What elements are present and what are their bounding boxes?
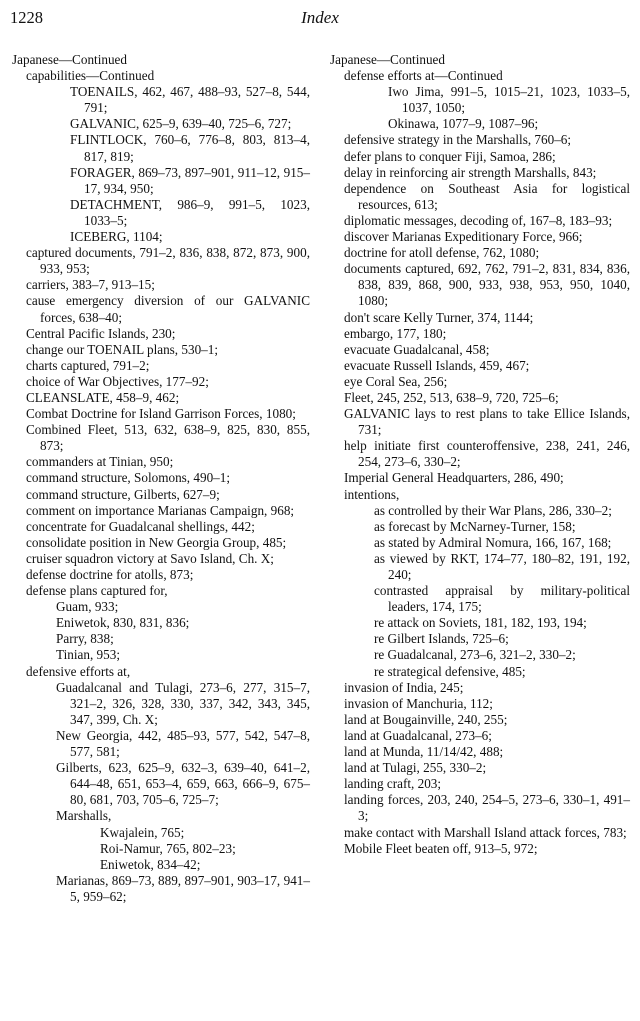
page-number: 1228	[10, 8, 43, 27]
index-entry: Parry, 838;	[56, 631, 114, 647]
index-entry: defer plans to conquer Fiji, Samoa, 286;	[344, 148, 556, 164]
index-entry: command structure, Gilberts, 627–9;	[26, 486, 220, 502]
index-column-right	[330, 52, 630, 857]
index-entry: TOENAILS, 462, 467, 488–93, 527–8, 544, 791;	[70, 84, 310, 116]
index-entry: Eniwetok, 830, 831, 836;	[56, 615, 190, 631]
index-entry: defense doctrine for atolls, 873;	[26, 567, 194, 582]
index-entry: re Guadalcanal, 273–6, 321–2, 330–2;	[374, 647, 576, 663]
index-entry: as controlled by their War Plans, 286, 330–2;	[374, 502, 612, 518]
index-entry: re Gilbert Islands, 725–6;	[374, 631, 509, 647]
index-entry: landing forces, 203, 240, 254–5, 273–6, 330–1, 491–3;	[344, 792, 630, 824]
index-entry: New Georgia, 442, 485–93, 577, 542, 547–8, 577, 581;	[56, 727, 310, 760]
index-entry: commanders at Tinian, 950;	[26, 454, 174, 470]
index-entry: GALVANIC lays to rest plans to take Ellice Islands, 731;	[344, 406, 630, 438]
index-entry: contrasted appraisal by military-political leaders, 174, 175;	[374, 583, 630, 615]
index-entry: diplomatic messages, decoding of, 167–8, 183–93;	[344, 212, 613, 228]
index-entry: change our TOENAIL plans, 530–1;	[26, 341, 219, 357]
index-entry: evacuate Russell Islands, 459, 467;	[344, 357, 530, 373]
index-entry: cruiser squadron victory at Savo Island, Ch. X;	[26, 550, 274, 566]
index-entry: re attack on Soviets, 181, 182, 193, 194;	[374, 615, 587, 631]
index-entry: Central Pacific Islands, 230;	[26, 325, 176, 341]
entry-list	[12, 68, 310, 905]
index-entry: captured documents, 791–2, 836, 838, 872, 873, 900, 933, 953;	[26, 245, 310, 277]
index-entry: Guadalcanal and Tulagi, 273–6, 277, 315–7, 321–2, 326, 328, 330, 337, 342, 343, 345, 347, 399, Ch. X;	[56, 679, 310, 727]
index-column-left	[12, 52, 310, 905]
index-entry: consolidate position in New Georgia Group, 485;	[26, 534, 287, 550]
index-entry: invasion of India, 245;	[344, 679, 464, 695]
index-entry: choice of War Objectives, 177–92;	[26, 373, 209, 389]
index-entry: Marianas, 869–73, 889, 897–901, 903–17, 941–5, 959–62;	[56, 872, 310, 904]
index-entry: Mobile Fleet beaten off, 913–5, 972;	[344, 840, 538, 856]
index-entry: land at Tulagi, 255, 330–2;	[344, 760, 487, 776]
index-entry: defensive strategy in the Marshalls, 760–6;	[344, 132, 572, 148]
index-entry: help initiate first counteroffensive, 238, 241, 246, 254, 273–6, 330–2;	[344, 438, 630, 470]
index-entry: GALVANIC, 625–9, 639–40, 725–6, 727;	[70, 116, 292, 132]
index-entry: cause emergency diversion of our GALVANIC forces, 638–40;	[26, 293, 310, 325]
index-entry: FORAGER, 869–73, 897–901, 911–12, 915–17, 934, 950;	[70, 164, 310, 196]
index-entry: Kwajalein, 765;	[100, 824, 185, 840]
index-entry: evacuate Guadalcanal, 458;	[344, 341, 490, 357]
running-title: Index	[301, 8, 339, 27]
index-entry: Eniwetok, 834–42;	[100, 856, 201, 872]
index-entry: FLINTLOCK, 760–6, 776–8, 803, 813–4, 817, 819;	[70, 132, 310, 164]
index-entry: intentions,	[344, 486, 400, 502]
page-header	[10, 8, 630, 32]
index-entry: Guam, 933;	[56, 599, 119, 615]
index-entry: doctrine for atoll defense, 762, 1080;	[344, 245, 540, 261]
index-entry: discover Marianas Expeditionary Force, 966;	[344, 229, 583, 245]
index-entry: charts captured, 791–2;	[26, 357, 150, 373]
index-entry: dependence on Southeast Asia for logistical resources, 613;	[344, 180, 630, 212]
index-entry: Fleet, 245, 252, 513, 638–9, 720, 725–6;	[344, 389, 559, 405]
index-entry: as forecast by McNarney-Turner, 158;	[374, 518, 576, 534]
index-entry: delay in reinforcing air strength Marshalls, 843;	[344, 164, 597, 180]
index-entry: Marshalls,	[56, 808, 112, 824]
index-entry: embargo, 177, 180;	[344, 325, 447, 341]
index-entry: Roi-Namur, 765, 802–23;	[100, 840, 236, 856]
index-entry: Iwo Jima, 991–5, 1015–21, 1023, 1033–5, 1037, 1050;	[388, 84, 630, 116]
index-entry: as stated by Admiral Nomura, 166, 167, 168;	[374, 534, 612, 550]
index-entry: capabilities—Continued	[26, 68, 155, 84]
index-entry: as viewed by RKT, 174–77, 180–82, 191, 192, 240;	[374, 550, 630, 582]
index-entry: Imperial General Headquarters, 286, 490;	[344, 470, 564, 486]
index-entry: land at Guadalcanal, 273–6;	[344, 727, 492, 743]
index-entry: landing craft, 203;	[344, 776, 442, 792]
index-entry: documents captured, 692, 762, 791–2, 831, 834, 836, 838, 839, 868, 900, 933, 938, 953, 950, 1040, 1080;	[344, 261, 630, 309]
column-heading: Japanese—Continued	[330, 52, 445, 67]
index-entry: defense plans captured for,	[26, 583, 168, 599]
column-heading: Japanese—Continued	[12, 52, 127, 67]
index-entry: land at Bougainville, 240, 255;	[344, 711, 508, 727]
index-entry: DETACHMENT, 986–9, 991–5, 1023, 1033–5;	[70, 196, 310, 228]
index-entry: concentrate for Guadalcanal shellings, 442;	[26, 518, 255, 534]
index-entry: carriers, 383–7, 913–15;	[26, 277, 155, 293]
index-entry: Tinian, 953;	[56, 647, 120, 663]
index-entry: Gilberts, 623, 625–9, 632–3, 639–40, 641–2, 644–48, 651, 653–4, 659, 663, 666–9, 675–80, 681, 703, 705–6, 725–7;	[56, 760, 310, 808]
index-entry: defense efforts at—Continued	[344, 68, 503, 84]
index-entry: make contact with Marshall Island attack forces, 783;	[344, 824, 627, 840]
index-entry: land at Munda, 11/14/42, 488;	[344, 744, 504, 760]
index-entry: invasion of Manchuria, 112;	[344, 695, 493, 711]
index-entry: ICEBERG, 1104;	[70, 229, 163, 245]
index-entry: Combat Doctrine for Island Garrison Forces, 1080;	[26, 406, 296, 422]
index-entry: defensive efforts at,	[26, 663, 131, 679]
index-entry: Combined Fleet, 513, 632, 638–9, 825, 830, 855, 873;	[26, 422, 310, 454]
entry-list	[330, 68, 630, 857]
index-entry: comment on importance Marianas Campaign, 968;	[26, 502, 295, 518]
index-entry: Okinawa, 1077–9, 1087–96;	[388, 116, 539, 132]
index-entry: eye Coral Sea, 256;	[344, 373, 448, 389]
index-entry: CLEANSLATE, 458–9, 462;	[26, 389, 180, 405]
index-entry: command structure, Solomons, 490–1;	[26, 470, 231, 486]
index-entry: re strategical defensive, 485;	[374, 663, 526, 679]
index-entry: don't scare Kelly Turner, 374, 1144;	[344, 309, 534, 325]
